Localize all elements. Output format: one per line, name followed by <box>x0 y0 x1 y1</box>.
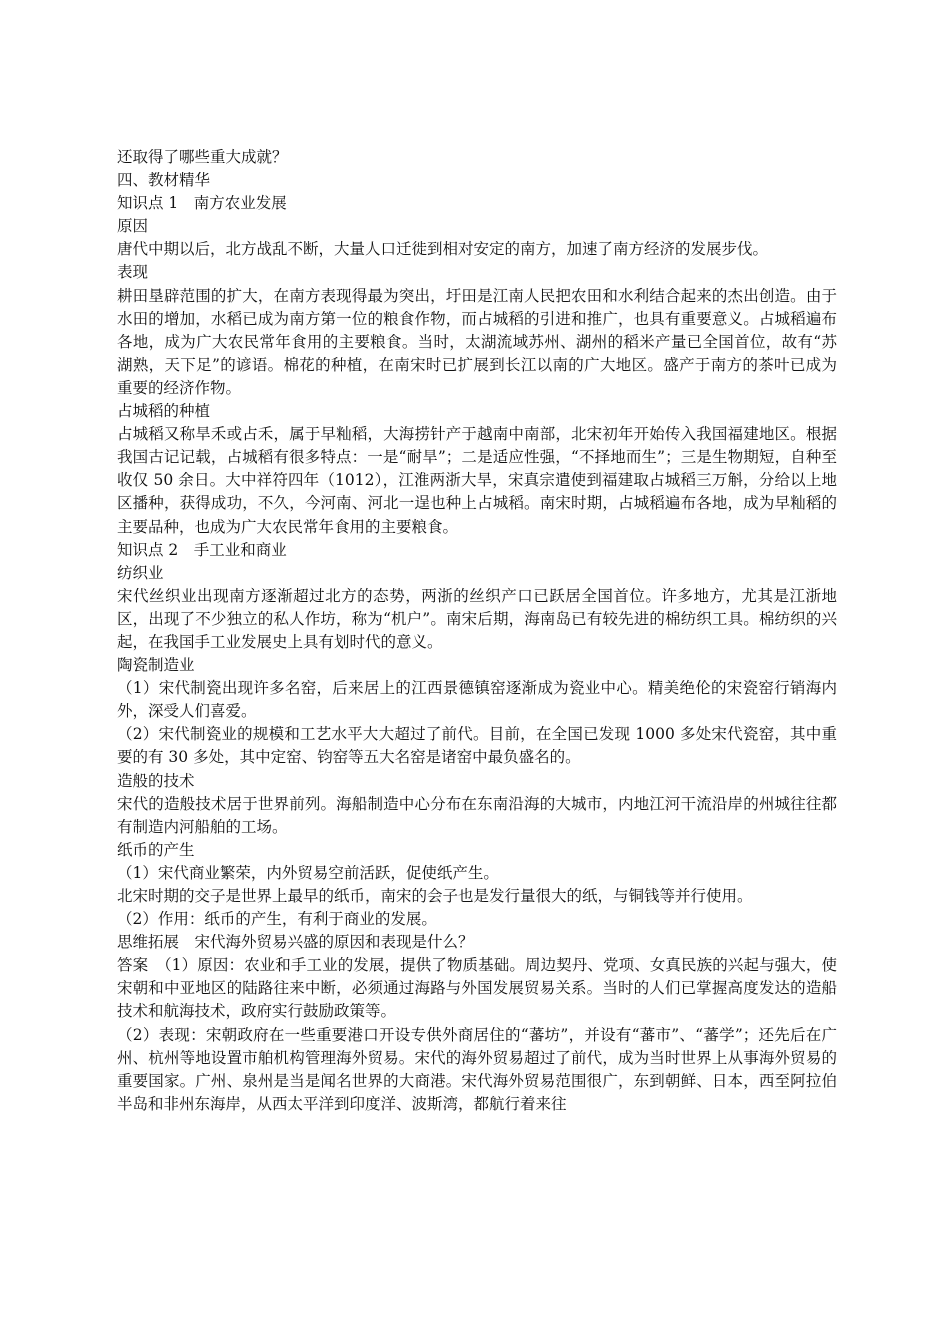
paragraph-manifestation: 耕田垦辟范围的扩大，在南方表现得最为突出，圩田是江南人民把农田和水利结合起来的杰出创造。由于水田的增加，水稻已成为南方第一位的粮食作物，而占城稻的引进和推广，也具有重要意义。占城稻遍布各地，成为广大农民常年食用的主要粮食。当时，太湖流域苏州、湖州的稻米产量已全国首位，故有“苏湖熟，天下足”的谚语。棉花的种植，在南宋时已扩展到长江以南的广大地区。盛产于南方的茶叶已成为重要的经济作物。 <box>117 286 837 397</box>
paragraph-ceramics-2: （2）宋代制瓷业的规模和工艺水平大大超过了前代。目前，在全国已发现 1000 多处宋代瓷窑，其中重要的有 30 多处，其中定窑、钧窑等五大名窑是诸窑中最负盛名的。 <box>117 725 837 767</box>
knowledge-point-1-heading: 知识点 1 南方农业发展 <box>117 194 287 213</box>
subheading-champa-rice: 占城稻的种植 <box>117 402 211 421</box>
paragraph-ceramics-1: （1）宋代制瓷出现许多名窑，后来居上的江西景德镇窑逐渐成为瓷业中心。精美绝伦的宋瓷窑行销海内外，深受人们喜爱。 <box>117 679 837 721</box>
paragraph-textile: 宋代丝织业出现南方逐渐超过北方的态势，两浙的丝织产口已跃居全国首位。许多地方，尤其是江浙地区，出现了不少独立的私人作坊，称为“机户”。南宋后期，海南岛已有较先进的棉纺织工具。棉纺织的兴起，在我国手工业发展史上具有划时代的意义。 <box>117 586 837 651</box>
paragraph-shipbuilding: 宋代的造般技术居于世界前列。海船制造中心分布在东南沿海的大城市，内地江河干流沿岸的州城往往都有制造内河船舶的工场。 <box>117 794 837 836</box>
knowledge-point-2-heading: 知识点 2 手工业和商业 <box>117 540 287 559</box>
thinking-extension-question: 思维拓展 宋代海外贸易兴盛的原因和表现是什么？ <box>117 933 474 952</box>
paragraph-paper-money-1: （1）宋代商业繁荣，内外贸易空前活跃，促使纸产生。 <box>117 863 499 882</box>
paragraph-cause: 唐代中期以后，北方战乱不断，大量人口迁徙到相对安定的南方，加速了南方经济的发展步伐。 <box>117 240 769 259</box>
document-page <box>117 146 837 1116</box>
subheading-shipbuilding: 造般的技术 <box>117 771 195 790</box>
paragraph-champa-rice: 占城稻又称旱禾或占禾，属于早籼稻，大海捞针产于越南中南部，北宋初年开始传入我国福建地区。根据我国古记记载，占城稻有很多特点：一是“耐旱”；二是适应性强，“不择地而生”；三是生物期短，自种至收仅 50 余日。大中祥符四年（1012），江淮两浙大旱，宋真宗遣使到福建取占城稻三万斛，分给以上地区播种，获得成功，不久，今河南、河北一逞也种上占城稻。南宋时期，占城稻遍布各地，成为早籼稻的主要品种，也成为广大农民常年食用的主要粮食。 <box>117 425 837 536</box>
subheading-textile: 纺织业 <box>117 563 164 582</box>
subheading-paper-money: 纸币的产生 <box>117 840 195 859</box>
paragraph-paper-money-2: 北宋时期的交子是世界上最早的纸币，南宋的会子也是发行量很大的纸，与铜钱等并行使用。 <box>117 887 753 905</box>
answer-paragraph-1: 答案 （1）原因：农业和手工业的发展，提供了物质基础。周边契丹、党项、女真民族的兴起与强大，使宋朝和中亚地区的陆路往来中断，必须通过海路与外国发展贸易关系。当时的人们已掌握高度发达的造船技术和航海技术，政府实行鼓励政策等。 <box>117 956 837 1021</box>
subheading-manifestation: 表现 <box>117 263 149 282</box>
answer-paragraph-2: （2）表现：宋朝政府在一些重要港口开设专供外商居住的“蕃坊”，并设有“蕃市”、“蕃学”；还先后在广州、杭州等地设置市舶机构管理海外贸易。宋代的海外贸易超过了前代，成为当时世界上从事海外贸易的重要国家。广州、泉州是当是闻名世界的大商港。宋代海外贸易范围很广，东到朝鲜、日本，西至阿拉伯半岛和非州东海岸，从西太平洋到印度洋、波斯湾，都航行着来往 <box>117 1025 837 1113</box>
question-tail: 还取得了哪些重大成就？ <box>117 148 288 166</box>
section-heading: 四、教材精华 <box>117 171 211 190</box>
subheading-ceramics: 陶瓷制造业 <box>117 656 195 675</box>
subheading-cause: 原因 <box>117 217 149 236</box>
paragraph-paper-money-3: （2）作用：纸币的产生，有利于商业的发展。 <box>117 910 437 929</box>
